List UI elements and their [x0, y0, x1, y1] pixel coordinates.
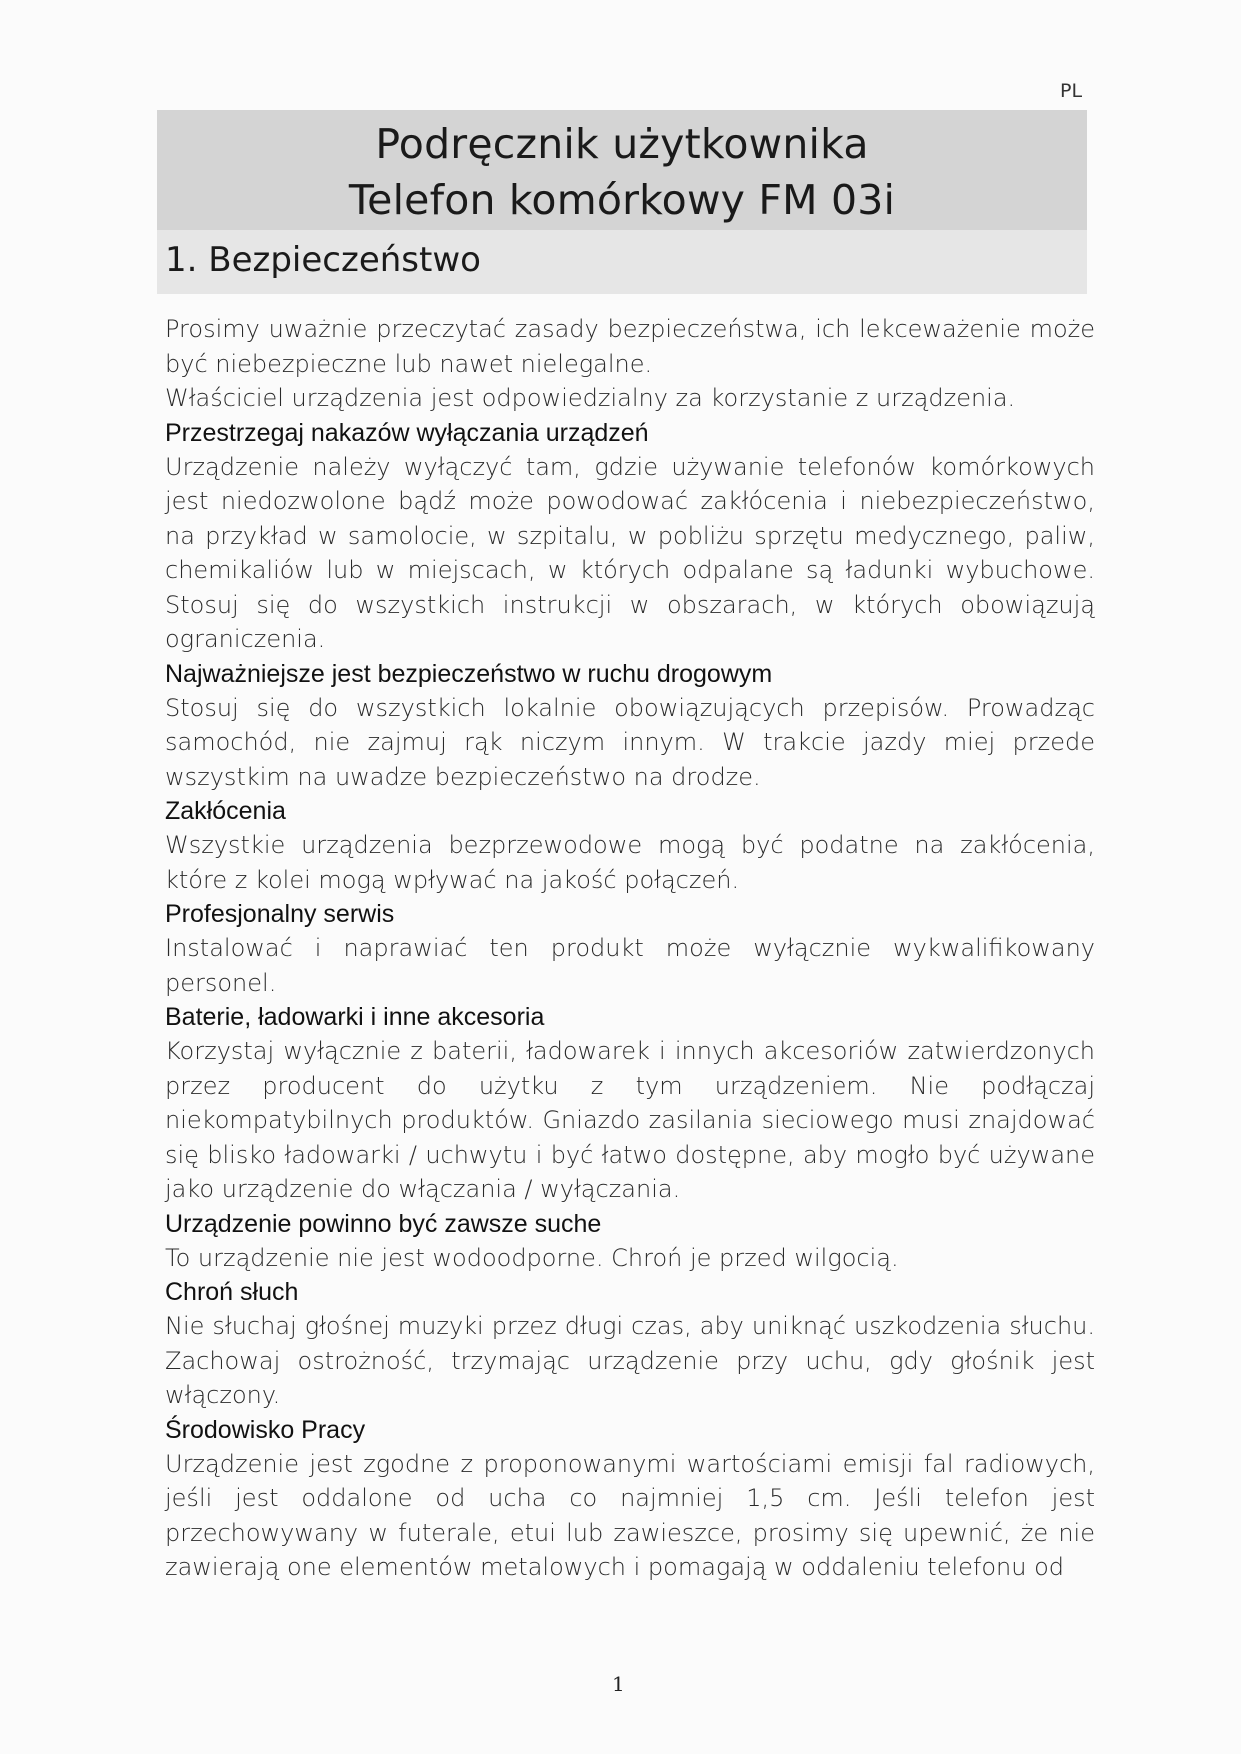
intro-paragraph: Prosimy uważnie przeczytać zasady bezpieczeństwa, ich lekceważenie może być niebezpieczne lub nawet nielegalne.	[165, 315, 1095, 378]
subsection-text: Urządzenie należy wyłączyć tam, gdzie używanie telefonów komórkowych jest niedozwolone bądź może powodować zakłócenia i niebezpieczeństwo, na przykład w samolocie, w szpitalu, w pobliżu sprzętu medycznego, paliw, chemikaliów lub w miejscach, w których odpalane są ładunki wybuchowe. Stosuj się do wszystkich instrukcji w obszarach, w których obowiązują ograniczenia.	[165, 452, 1095, 653]
subsection-heading: Profesjonalny serwis	[165, 900, 395, 928]
subsection-text: Wszystkie urządzenia bezprzewodowe mogą być podatne na zakłócenia, które z kolei mogą wpływać na jakość połączeń.	[165, 831, 1095, 894]
subsection-heading: Przestrzegaj nakazów wyłączania urządzeń	[165, 418, 649, 447]
intro-paragraph: Właściciel urządzenia jest odpowiedzialny za korzystanie z urządzenia.	[165, 384, 1016, 412]
subsection-text: Korzystaj wyłącznie z baterii, ładowarek i innych akcesoriów zatwierdzonych przez producent do użytku z tym urządzeniem. Nie podłączaj niekompatybilnych produktów. Gniazdo zasilania sieciowego musi znajdować się blisko ładowarki / uchwytu i być łatwo dostępne, aby mogło być używane jako urządzenie do włączania / wyłączania.	[165, 1037, 1095, 1203]
document-subtitle: Telefon komórkowy FM 03i	[348, 176, 896, 224]
subsection-heading: Środowisko Pracy	[165, 1415, 366, 1444]
section-header	[157, 230, 1087, 294]
subsection-text: Instalować i naprawiać ten produkt może wyłącznie wykwalifikowany personel.	[165, 934, 1095, 997]
subsection-text: Stosuj się do wszystkich lokalnie obowiązujących przepisów. Prowadząc samochód, nie zajmuj rąk niczym innym. W trakcie jazdy miej przede wszystkim na uwadze bezpieczeństwo na drodze.	[165, 693, 1095, 791]
subsection-text: Nie słuchaj głośnej muzyki przez długi czas, aby uniknąć uszkodzenia słuchu. Zachowaj ostrożność, trzymając urządzenie przy uchu, gdy głośnik jest włączony.	[165, 1312, 1095, 1409]
subsection-heading: Najważniejsze jest bezpieczeństwo w ruchu drogowym	[165, 659, 773, 688]
section-title: 1. Bezpieczeństwo	[165, 240, 481, 280]
page-number: 1	[612, 1672, 625, 1696]
document-title: Podręcznik użytkownika	[375, 120, 869, 168]
subsection-heading: Baterie, ładowarki i inne akcesoria	[165, 1003, 545, 1031]
title-banner	[157, 110, 1087, 230]
subsection-heading: Urządzenie powinno być zawsze suche	[165, 1209, 602, 1238]
document-body	[165, 312, 1095, 1585]
subsection-heading: Zakłócenia	[165, 797, 286, 825]
subsection-text: Urządzenie jest zgodne z proponowanymi wartościami emisji fal radiowych, jeśli jest oddalone od ucha co najmniej 1,5 cm. Jeśli telefon jest przechowywany w futerale, etui lub zawieszce, prosimy się upewnić, że nie zawierają one elementów metalowych i pomagają w oddaleniu telefonu od	[165, 1449, 1095, 1581]
subsection-heading: Chroń słuch	[165, 1278, 299, 1306]
language-tag: PL	[1060, 80, 1083, 102]
subsection-text: To urządzenie nie jest wodoodporne. Chroń je przed wilgocią.	[165, 1243, 899, 1272]
